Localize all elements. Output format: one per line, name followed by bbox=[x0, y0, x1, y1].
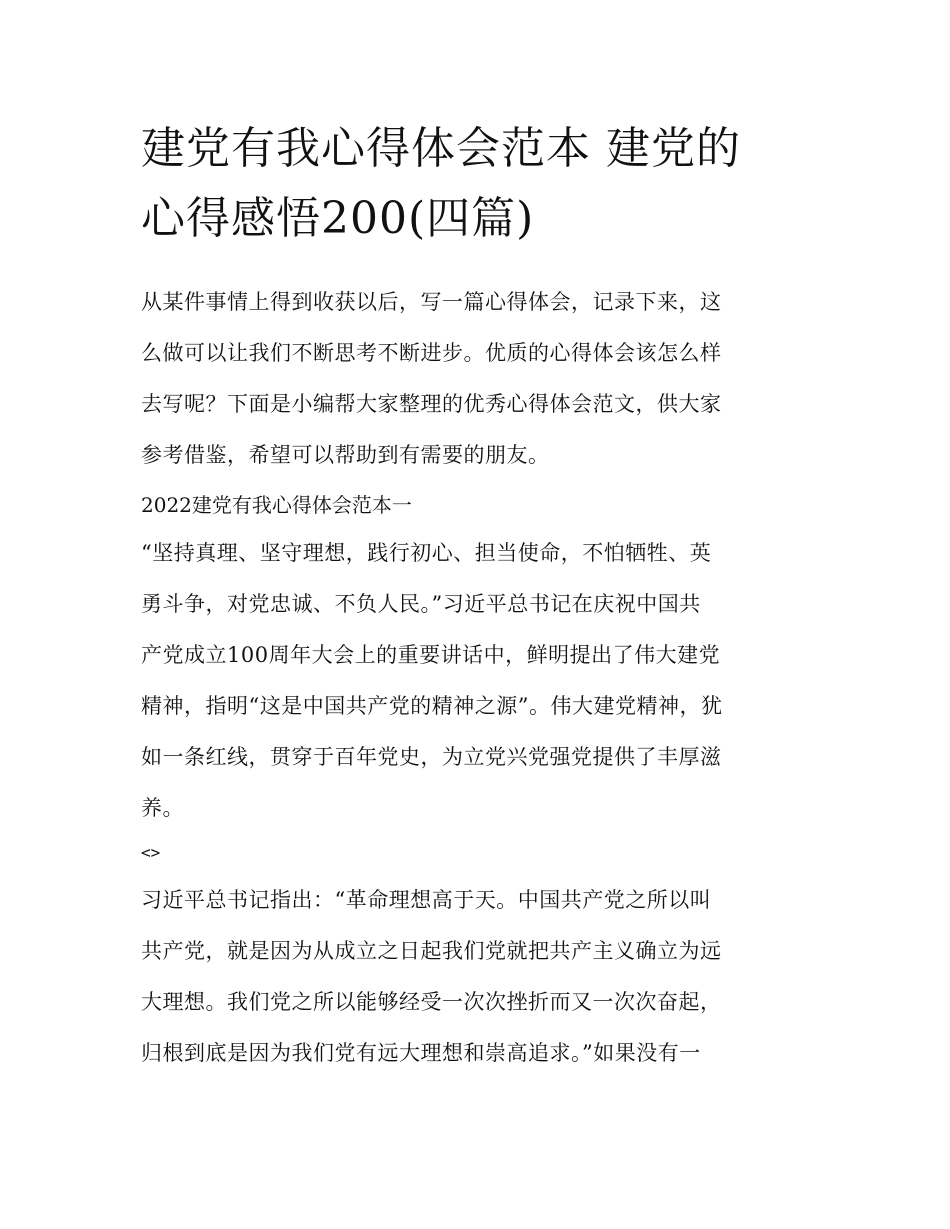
paragraph-2 bbox=[141, 875, 821, 1079]
document-title bbox=[141, 114, 821, 254]
paragraph-line: 如一条红线，贯穿于百年党史，为立党兴党强党提供了丰厚滋 bbox=[141, 745, 722, 769]
paragraph-1 bbox=[141, 528, 821, 834]
title-line-2: 心得感悟200(四篇) bbox=[141, 193, 535, 244]
section-heading: 2022建党有我心得体会范本一 bbox=[141, 493, 412, 517]
paragraph-line: 养。 bbox=[141, 796, 184, 820]
paragraph-line: 共产党，就是因为从成立之日起我们党就把共产主义确立为远 bbox=[141, 939, 722, 963]
paragraph-line: 归根到底是因为我们党有远大理想和崇高追求。”如果没有一 bbox=[141, 1041, 701, 1065]
intro-line: 从某件事情上得到收获以后，写一篇心得体会，记录下来，这 bbox=[141, 290, 722, 314]
paragraph-line: “坚持真理、坚守理想，践行初心、担当使命，不怕牺牲、英 bbox=[141, 541, 712, 565]
intro-line: 么做可以让我们不断思考不断进步。优质的心得体会该怎么样 bbox=[141, 341, 722, 365]
intro-paragraph bbox=[141, 277, 821, 481]
intro-line: 去写呢？下面是小编帮大家整理的优秀心得体会范文，供大家 bbox=[141, 392, 722, 416]
paragraph-line: 大理想。我们党之所以能够经受一次次挫折而又一次次奋起， bbox=[141, 990, 722, 1014]
title-line-1: 建党有我心得体会范本 建党的 bbox=[141, 123, 741, 174]
paragraph-line: 产党成立100周年大会上的重要讲话中，鲜明提出了伟大建党 bbox=[141, 643, 721, 667]
paragraph-line: 精神，指明“这是中国共产党的精神之源”。伟大建党精神，犹 bbox=[141, 694, 723, 718]
paragraph-line: 习近平总书记指出：“革命理想高于天。中国共产党之所以叫 bbox=[141, 888, 712, 912]
paragraph-line: 勇斗争，对党忠诚、不负人民。”习近平总书记在庆祝中国共 bbox=[141, 592, 701, 616]
intro-line: 参考借鉴，希望可以帮助到有需要的朋友。 bbox=[141, 443, 550, 467]
image-placeholder-marker: <> bbox=[141, 843, 161, 862]
